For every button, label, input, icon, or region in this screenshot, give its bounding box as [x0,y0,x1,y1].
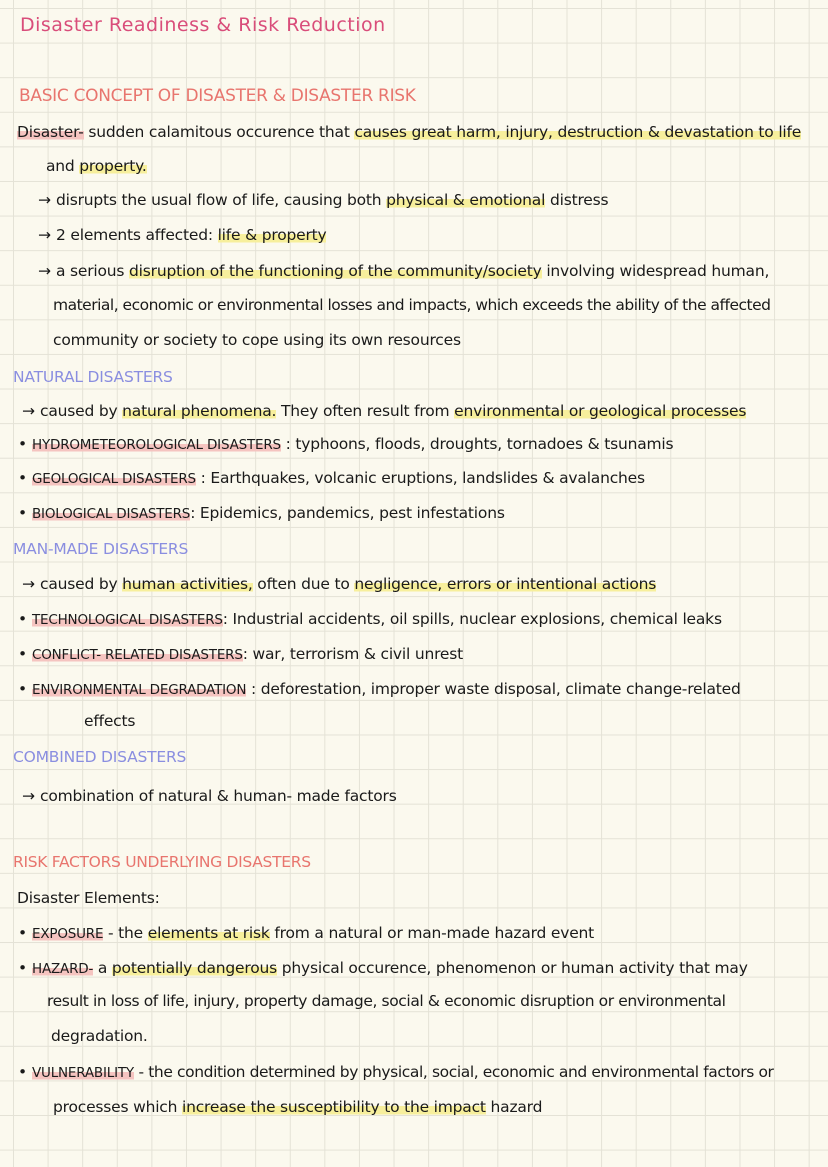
section-heading-risk-factors: RISK FACTORS UNDERLYING DISASTERS [13,853,311,871]
element-exposure: • EXPOSURE - the elements at risk from a natural or man-made hazard event [18,924,595,942]
arrow-icon: → [38,191,51,209]
bullet-icon: • [18,610,27,628]
vulnerability-line-2: processes which increase the susceptibility to the impact hazard [53,1098,543,1116]
environmental-continuation: effects [84,712,136,730]
disaster-elements-subheading: Disaster Elements: [17,889,160,907]
element-vulnerability: • VULNERABILITY - the condition determined by physical, social, economic and environmental factors or [18,1063,774,1081]
manmade-intro: → caused by human activities, often due to negligence, errors or intentional actions [22,575,657,593]
section-heading-basic-concept: BASIC CONCEPT OF DISASTER & DISASTER RISK [19,86,416,106]
hazard-line-3: degradation. [51,1027,148,1045]
manmade-item-environmental: • ENVIRONMENTAL DEGRADATION : deforestation, improper waste disposal, climate change-related [18,680,741,698]
manmade-item-conflict: • CONFLICT- RELATED DISASTERS: war, terrorism & civil unrest [18,645,464,663]
section-heading-natural: NATURAL DISASTERS [13,368,173,386]
bullet-icon: • [18,469,27,487]
natural-intro: → caused by natural phenomena. They often result from environmental or geological processes [22,402,747,420]
combined-text: → combination of natural & human- made factors [22,787,397,805]
section-heading-manmade: MAN-MADE DISASTERS [13,540,189,558]
element-hazard: • HAZARD- a potentially dangerous physical occurence, phenomenon or human activity that may [18,959,748,977]
bullet-icon: • [18,1063,27,1081]
point-1: → disrupts the usual flow of life, causing both physical & emotional distress [38,191,609,209]
point-3: → a serious disruption of the functioning of the community/society involving widespread human, [38,262,770,280]
manmade-item-technological: • TECHNOLOGICAL DISASTERS: Industrial accidents, oil spills, nuclear explosions, chemical leaks [18,610,722,628]
bullet-icon: • [18,504,27,522]
definition-continuation: and property. [46,157,147,175]
arrow-icon: → [38,226,51,244]
point-3-line-2: material, economic or environmental losses and impacts, which exceeds the ability of the affected [53,296,771,314]
section-heading-combined: COMBINED DISASTERS [13,748,187,766]
point-2: → 2 elements affected: life & property [38,226,327,244]
natural-item-biological: • BIOLOGICAL DISASTERS: Epidemics, pandemics, pest infestations [18,504,505,522]
hazard-line-2: result in loss of life, injury, property damage, social & economic disruption or environmental [47,992,726,1010]
bullet-icon: • [18,680,27,698]
arrow-icon: → [22,402,35,420]
highlight: causes great harm, injury, destruction & devastation to life [354,123,802,141]
disaster-definition: Disaster- sudden calamitous occurence that causes great harm, injury, destruction & devastation to life [17,123,802,141]
point-3-line-3: community or society to cope using its own resources [53,331,461,349]
bullet-icon: • [18,645,27,663]
bullet-icon: • [18,924,27,942]
bullet-icon: • [18,959,27,977]
arrow-icon: → [22,787,35,805]
arrow-icon: → [38,262,51,280]
page-title: Disaster Readiness & Risk Reduction [20,14,386,36]
bullet-icon: • [18,435,27,453]
arrow-icon: → [22,575,35,593]
natural-item-hydrometeorological: • HYDROMETEOROLOGICAL DISASTERS : typhoons, floods, droughts, tornadoes & tsunamis [18,435,674,453]
term-disaster: Disaster- [17,123,84,141]
natural-item-geological: • GEOLOGICAL DISASTERS : Earthquakes, volcanic eruptions, landslides & avalanches [18,469,645,487]
